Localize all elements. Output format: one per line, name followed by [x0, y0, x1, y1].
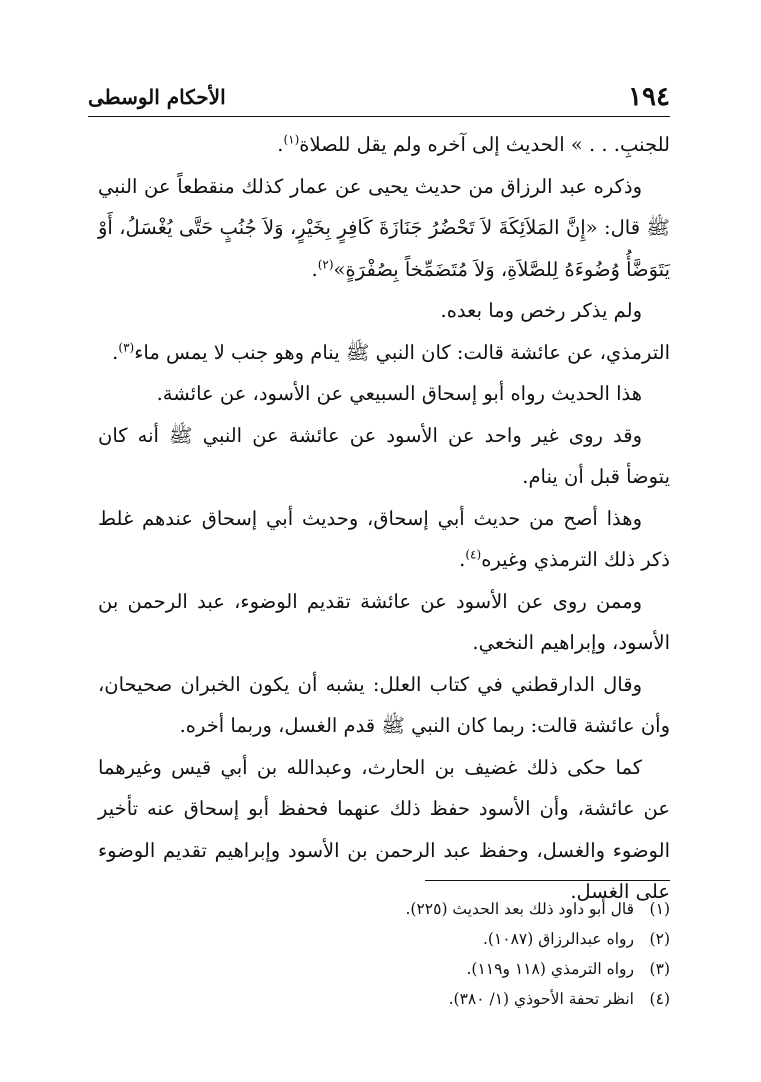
footnote-number: (٣) [649, 960, 670, 978]
footnote [300, 954, 670, 984]
footnote [300, 984, 670, 1014]
footnote [300, 924, 670, 954]
paragraph: وقال الدارقطني في كتاب العلل: يشبه أن يكون الخبران صحيحان، وأن عائشة قالت: ربما كان النبي ﷺ قدم الغسل، وربما أخره. [98, 672, 670, 737]
footnote-number: (٢) [649, 930, 670, 948]
footnote-text: انظر تحفة الأحوذي (١/ ٣٨٠). [448, 990, 634, 1008]
paragraph: وقد روى غير واحد عن الأسود عن عائشة عن النبي ﷺ أنه كان يتوضأ قبل أن ينام. [98, 423, 670, 488]
footnote-ref: (٢) [317, 257, 334, 271]
paragraph: للجنبِ. . . » الحديث إلى آخره ولم يقل للصلاة$^{(١)}$. [277, 132, 670, 156]
footnote-text: رواه عبدالرزاق (١٠٨٧). [482, 930, 634, 948]
paragraph: كما حكى ذلك غضيف بن الحارث، وعبدالله بن أبي قيس وغيرهما عن عائشة، وأن الأسود حفظ ذلك عنهما فحفظ أبو إسحاق عنه تأخير الوضوء والغسل، وحفظ عبد الرحمن بن الأسود وإبراهيم تقديم الوضوء على الغسل. [98, 755, 670, 903]
page-header [88, 80, 670, 114]
footnote-ref: (٤) [465, 547, 482, 562]
paragraph: هذا الحديث رواه أبو إسحاق السبيعي عن الأسود، عن عائشة. [156, 382, 642, 405]
footnote-text: قال أبو داود ذلك بعد الحديث (٢٢٥). [405, 900, 634, 918]
footnote-number: (٤) [649, 990, 670, 1008]
running-title: الأحكام الوسطى [88, 85, 226, 109]
paragraph: ولم يذكر رخص وما بعده. [440, 299, 642, 322]
paragraph: وممن روى عن الأسود عن عائشة تقديم الوضوء، عبد الرحمن بن الأسود، وإبراهيم النخعي. [98, 589, 670, 654]
page-number: ١٩٤ [628, 82, 670, 112]
paragraph: وذكره عبد الرزاق من حديث يحيى عن عمار كذلك منقطعاً عن النبي ﷺ قال: «إِنَّ المَلاَئِكَةَ لاَ تَحْضُرُ جَنَازَةَ كَافِرٍ بِخَيْرٍ، وَلاَ جُنُبٍ حَتَّى يُغْسَلُ، أَوْ يَتَوَضَّأُ وُضُوءَهُ لِلصَّلاَةِ، وَلاَ مُتَضَمِّخاً بِصُفْرَةٍ»$^{(٢)}$. [98, 174, 670, 281]
footnote [300, 894, 670, 924]
header-rule [88, 116, 670, 117]
footnote-text: رواه الترمذي (١١٨ و١١٩). [466, 960, 634, 978]
footnote-ref: (١) [283, 132, 300, 147]
paragraph: الترمذي، عن عائشة قالت: كان النبي ﷺ ينام وهو جنب لا يمس ماء$^{(٣)}$. [112, 340, 670, 364]
footnote-rule [425, 880, 670, 881]
footnote-number: (١) [649, 900, 670, 918]
main-text [98, 124, 670, 913]
footnote-ref: (٣) [118, 340, 135, 354]
footnotes [300, 894, 670, 1014]
paragraph: وهذا أصح من حديث أبي إسحاق، وحديث أبي إسحاق عندهم غلط ذكر ذلك الترمذي وغيره$^{(٤)}$. [98, 506, 670, 571]
